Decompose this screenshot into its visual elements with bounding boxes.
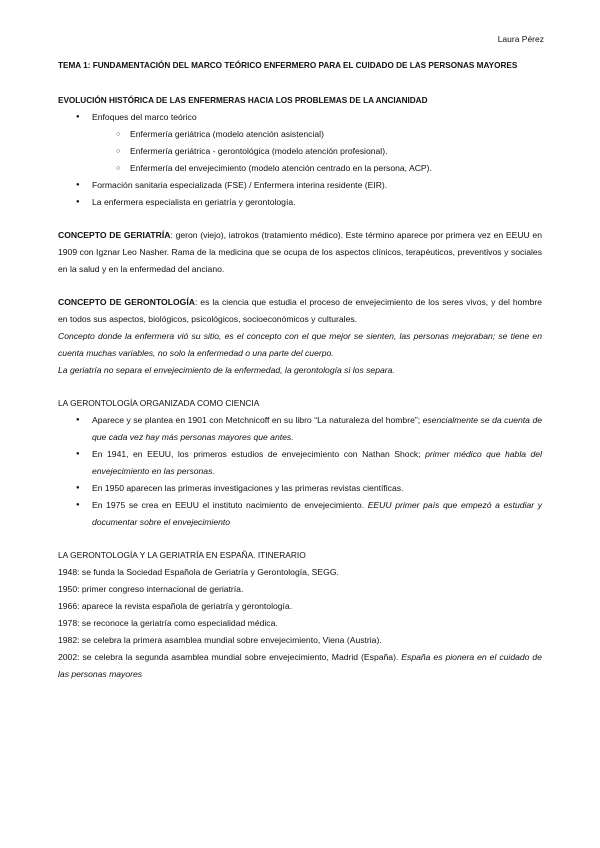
list-item: ● En 1950 aparecen las primeras investigaciones y las primeras revistas científicas. <box>58 480 542 497</box>
author-name: Laura Pérez <box>497 34 544 44</box>
section-heading-evolucion: EVOLUCIÓN HISTÓRICA DE LAS ENFERMERAS HACIA LOS PROBLEMAS DE LA ANCIANIDAD <box>58 96 428 105</box>
list-item-note: esencialmente se da cuenta de que cada vez hay más personas mayores que antes. <box>92 415 542 442</box>
section-heading-espana: LA GERONTOLOGÍA Y LA GERIATRÍA EN ESPAÑA. ITINERARIO <box>58 550 306 560</box>
note-geriatria-vs-gerontologia: La geriatría no separa el envejecimiento de la enfermedad, la gerontología si los separa. <box>58 365 395 375</box>
document-title: TEMA 1: FUNDAMENTACIÓN DEL MARCO TEÓRICO ENFERMERO PARA EL CUIDADO DE LAS PERSONAS MAYORES <box>58 61 518 70</box>
list-item-text: En 1975 se crea en EEUU el instituto nacimiento de envejecimiento. <box>92 500 368 510</box>
timeline-entry <box>58 649 542 683</box>
timeline-entry-text: 2002: se celebra la segunda asamblea mundial sobre envejecimiento, Madrid (España). <box>58 652 402 662</box>
list-item: ● La enfermera especialista en geriatría y gerontología. <box>58 194 542 211</box>
list-subitem: ○ Enfermería geriátrica (modelo atención asistencial) <box>58 126 542 143</box>
timeline-entry: 1948: se funda la Sociedad Española de Geriatría y Gerontología, SEGG. <box>58 567 339 577</box>
paragraph-geriatria <box>58 227 542 278</box>
timeline-entry: 1982: se celebra la primera asamblea mundial sobre envejecimiento, Viena (Austria). <box>58 635 382 645</box>
definition-geriatria: : geron (viejo), iatrokos (tratamiento médico). Este término aparece por primera vez en EEUU en 1909 con Igznar Leo Nasher. Rama de la medicina que se ocupa de los aspectos clínicos, terapéuticos, preventivos y sociales en la salud y en la enfermedad del anciano. <box>58 230 542 274</box>
bullet-list-evolucion <box>58 109 542 211</box>
timeline-entry: 1950: primer congreso internacional de geriatría. <box>58 584 244 594</box>
timeline-entry: 1966: aparece la revista española de geriatría y gerontología. <box>58 601 293 611</box>
list-item-note: primer médico que habla del envejecimiento en las personas. <box>92 449 542 476</box>
term-geriatria: CONCEPTO DE GERIATRÍA <box>58 230 171 240</box>
timeline-espana <box>58 564 542 683</box>
section-heading-ciencia: LA GERONTOLOGÍA ORGANIZADA COMO CIENCIA <box>58 398 260 408</box>
paragraph-gerontologia <box>58 294 542 328</box>
note-gerontologia: Concepto donde la enfermera vió su sitio, es el concepto con el que mejor se sienten, las personas mejoraban; se tiene en cuenta muchas variables, no solo la enfermedad o una parte del cuerpo. <box>58 331 542 358</box>
document-body <box>58 56 542 683</box>
list-item <box>58 446 542 480</box>
timeline-entry-note: España es pionera en el cuidado de las personas mayores <box>58 652 542 679</box>
list-item <box>58 412 542 446</box>
list-item: ● Enfoques del marco teórico <box>58 109 542 126</box>
list-subitem: ○ Enfermería del envejecimiento (modelo atención centrado en la persona, ACP). <box>58 160 542 177</box>
list-item <box>58 497 542 531</box>
definition-gerontologia: : es la ciencia que estudia el proceso de envejecimiento de los seres vivos, y del hombre en todos sus aspectos, biológicos, psicológicos, socioeconómicos y culturales. <box>58 297 542 324</box>
term-gerontologia: CONCEPTO DE GERONTOLOGÍA <box>58 297 195 307</box>
bullet-list-ciencia <box>58 412 542 531</box>
timeline-entry: 1978: se reconoce la geriatría como especialidad médica. <box>58 618 278 628</box>
list-item-note: EEUU primer país que empezó a estudiar y documentar sobre el envejecimiento <box>92 500 542 527</box>
list-item: ● Formación sanitaria especializada (FSE) / Enfermera interina residente (EIR). <box>58 177 542 194</box>
list-item-text: En 1941, en EEUU, los primeros estudios de envejecimiento con Nathan Shock; <box>92 449 426 459</box>
list-item-text: Aparece y se plantea en 1901 con Metchnicoff en su libro “La naturaleza del hombre”; <box>92 415 423 425</box>
list-subitem: ○ Enfermería geriátrica - gerontológica (modelo atención profesional). <box>58 143 542 160</box>
